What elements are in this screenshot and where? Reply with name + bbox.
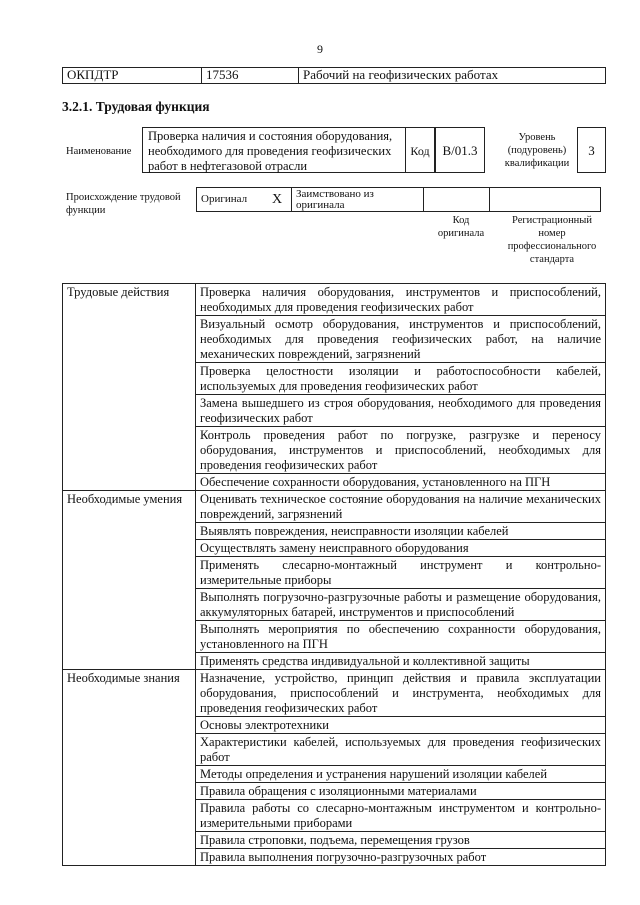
item-cell: Выполнять мероприятия по обеспечению сохранности оборудования, установленного на ПГН xyxy=(196,621,606,653)
item-cell: Выполнять погрузочно-разгрузочные работы и размещение оборудования, аккумуляторных батарей, инструментов и приспособлений xyxy=(196,589,606,621)
original-label: Оригинал xyxy=(197,188,264,212)
category-cell: Необходимые знания xyxy=(63,670,196,866)
item-cell: Выявлять повреждения, неисправности изоляции кабелей xyxy=(196,523,606,540)
item-cell: Визуальный осмотр оборудования, инструментов и приспособлений, необходимых для проведения геофизических работ, на наличие механических повреждений, загрязнений xyxy=(196,316,606,363)
table-row xyxy=(63,284,606,316)
category-cell: Необходимые умения xyxy=(63,491,196,670)
item-cell: Контроль проведения работ по погрузке, разгрузке и переносу оборудования, инструментов и приспособлений, необходимых для проведения геофизических работ xyxy=(196,427,606,474)
okpdtr-label: ОКПДТР xyxy=(63,68,202,84)
borrowed-label: Заимствовано из оригинала xyxy=(292,188,424,212)
okpdtr-table xyxy=(62,67,606,84)
okpdtr-profession: Рабочий на геофизических работах xyxy=(299,68,606,84)
table-row xyxy=(63,670,606,717)
okpdtr-code: 17536 xyxy=(202,68,299,84)
item-cell: Проверка наличия оборудования, инструментов и приспособлений, необходимых для проведения геофизических работ xyxy=(196,284,606,316)
name-label: Наименование xyxy=(66,146,132,157)
reg-number-cell xyxy=(490,188,601,212)
item-cell: Оценивать техническое состояние оборудования на наличие механических повреждений, загрязнений xyxy=(196,491,606,523)
qualification-level: 3 xyxy=(577,127,606,173)
item-cell: Правила строповки, подъема, перемещения грузов xyxy=(196,832,606,849)
level-label: Уровень (подуровень) квалификации xyxy=(504,132,570,169)
reg-number-label: Регистрационный номер профессионального стандарта xyxy=(507,215,597,265)
original-mark: X xyxy=(263,188,292,212)
item-cell: Осуществлять замену неисправного оборудования xyxy=(196,540,606,557)
table-row xyxy=(63,491,606,523)
code-label: Код xyxy=(406,127,435,173)
competency-table xyxy=(62,283,606,866)
item-cell: Обеспечение сохранности оборудования, установленного на ПГН xyxy=(196,474,606,491)
item-cell: Применять слесарно-монтажный инструмент и контрольно-измерительные приборы xyxy=(196,557,606,589)
origin-label: Происхождение трудовой функции xyxy=(66,192,181,216)
code-original-label: Код оригинала xyxy=(437,215,485,239)
item-cell: Методы определения и устранения нарушений изоляции кабелей xyxy=(196,766,606,783)
item-cell: Назначение, устройство, принцип действия и правила эксплуатации оборудования, приспособлений и инструмента, необходимых для проведения геофизических работ xyxy=(196,670,606,717)
function-code: B/01.3 xyxy=(435,127,485,173)
item-cell: Характеристики кабелей, используемых для проведения геофизических работ xyxy=(196,734,606,766)
item-cell: Правила обращения с изоляционными материалами xyxy=(196,783,606,800)
item-cell: Замена вышедшего из строя оборудования, необходимого для проведения геофизических работ xyxy=(196,395,606,427)
page-number: 9 xyxy=(317,42,323,56)
item-cell: Основы электротехники xyxy=(196,717,606,734)
item-cell: Правила выполнения погрузочно-разгрузочных работ xyxy=(196,849,606,866)
section-title: 3.2.1. Трудовая функция xyxy=(62,99,210,114)
origin-table xyxy=(196,187,601,212)
item-cell: Проверка целостности изоляции и работоспособности кабелей, используемых для проведения геофизических работ xyxy=(196,363,606,395)
code-original-cell xyxy=(424,188,490,212)
item-cell: Применять средства индивидуальной и коллективной защиты xyxy=(196,653,606,670)
category-cell: Трудовые действия xyxy=(63,284,196,491)
function-name: Проверка наличия и состояния оборудования, необходимого для проведения геофизических работ в нефтегазовой отрасли xyxy=(142,127,406,173)
item-cell: Правила работы со слесарно-монтажным инструментом и контрольно-измерительными приборами xyxy=(196,800,606,832)
